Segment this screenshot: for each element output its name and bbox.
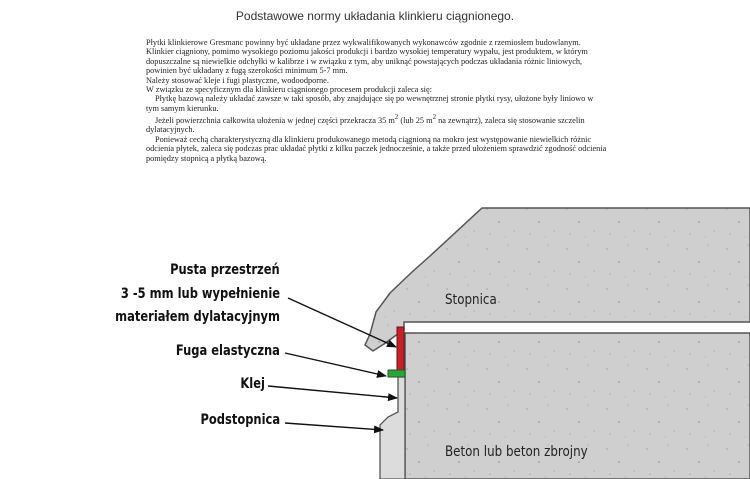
region-concrete: Beton lub beton zbrojny (445, 444, 588, 460)
paragraph-7: Ponieważ cechą charakterystyczną dla klinkieru produkowanego metodą ciągnioną na mokro jest występowanie niewielkich różnic odcienia płytek, zaleca się podczas prac układać płytki z kilku paczek jednocześnie, a także przed ułożeniem sprawdzić zgodność odcienia pomiędzy stopnicą a płytką bazową. (146, 134, 607, 163)
paragraph-5: Płytkę bazową należy układać zawsze w taki sposób, aby znajdujące się po wewnętrznej stronie płytki rysy, ułożone były liniowo w tym samym kierunku. (146, 94, 594, 113)
riser-tile-shape (380, 377, 405, 479)
paragraph-4: W związku ze specyficznym dla klinkieru ciągnionego procesem produkcji zaleca się: (146, 85, 432, 95)
step-tread-shape (365, 208, 750, 351)
leader-joint (285, 353, 386, 376)
leader-riser (285, 423, 383, 430)
label-riser: Podstopnica (200, 412, 280, 428)
paragraph-6: Jeżeli powierzchnia całkowita ułożenia w jednej części przekracza 35 $m^2$ (lub 25 $m^2$ na zewnątrz), zaleca się stosowanie szczelin dylatacyjnych. (146, 114, 585, 135)
gap-fill-shape (397, 327, 404, 370)
region-step: Stopnica (445, 292, 497, 308)
paragraph-1: Płytki klinkierowe Gresmanc powinny być układane przez wykwalifikowanych wykonawców zgodnie z rzemiosłem budowlanym. (146, 38, 581, 47)
label-joint: Fuga elastyczna (175, 343, 280, 359)
label-gap-line1: Pusta przestrzeń (170, 262, 280, 278)
leader-glue (268, 386, 397, 398)
page-title: Podstawowe normy układania klinkieru ciągnionego. (235, 9, 515, 23)
label-glue: Klej (240, 376, 265, 392)
label-gap-line2: 3 -5 mm lub wypełnienie (120, 286, 280, 302)
paragraph-3: Należy stosować kleje i fugi plastyczne, wodoodporne. (146, 75, 329, 85)
elastic-joint-shape (388, 370, 405, 377)
paragraph-2: Klinkier ciągniony, pomimo wysokiego poziomu jakości produkcji i bardzo wysokiej temperatury wypału, jest produktem, w którym dopuszczalne są niewielkie odchyłki w kalibrze i w związku z tym, aby uniknąć powstających podczas układania różnic liniowych, powinien być układany z fugą szerokości minimum 5-7 mm. (146, 47, 588, 76)
label-gap-line3: materiałem dylatacyjnym (115, 309, 280, 325)
